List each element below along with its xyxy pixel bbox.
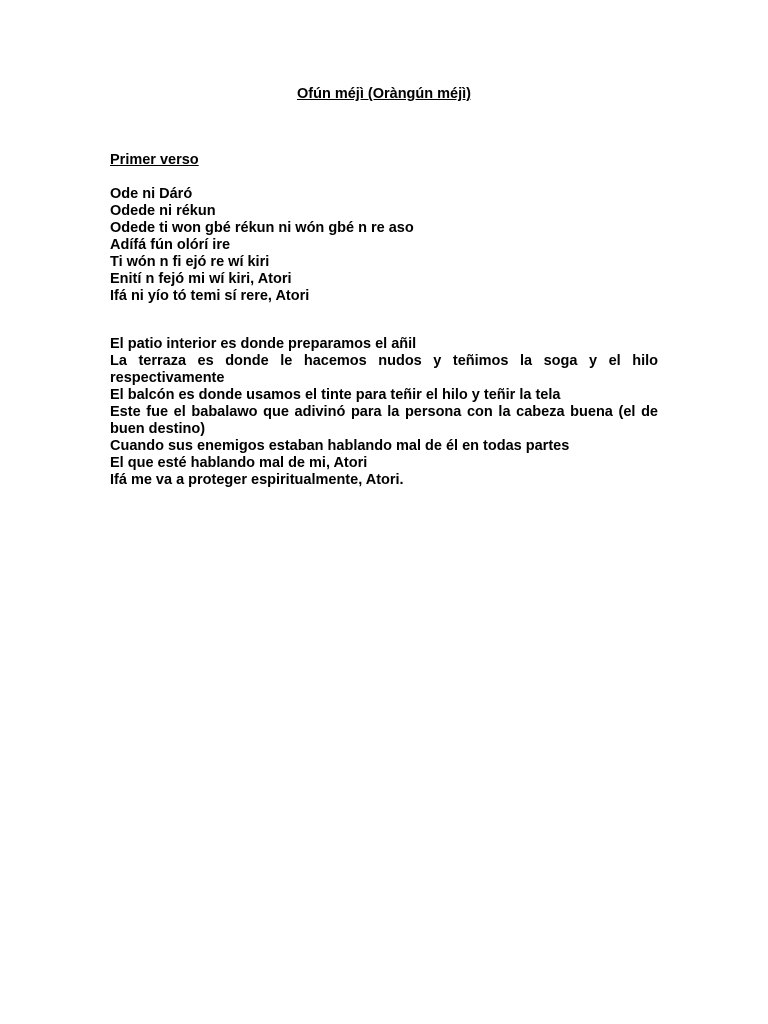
verse-line: Odede ni rékun	[110, 203, 216, 219]
verse-line: Odede ti won gbé rékun ni wón gbé n re aso	[110, 220, 414, 236]
document-title: Ofún méjì (Oràngún méjì)	[296, 86, 471, 102]
verse-line: Adífá fún olórí ire	[110, 237, 231, 253]
section-heading: Primer verso	[110, 152, 199, 168]
translation-line: El balcón es donde usamos el tinte para teñir el hilo y teñir la tela	[110, 387, 561, 403]
verse-line: Ode ni Dáró	[110, 186, 193, 202]
translation-line: Este fue el babalawo que adivinó para la persona con la cabeza buena (el de buen destino)	[110, 404, 658, 437]
translation-line: El patio interior es donde preparamos el añil	[110, 336, 417, 352]
translation-line: La terraza es donde le hacemos nudos y teñimos la soga y el hilo respectivamente	[110, 353, 658, 386]
translation-line: El que esté hablando mal de mi, Atori	[110, 455, 368, 471]
translation-block	[110, 336, 658, 489]
translation-line: Ifá me va a proteger espiritualmente, Atori.	[110, 472, 404, 488]
verse-block	[110, 186, 658, 305]
verse-line: Ti wón n fi ejó re wí kiri	[110, 254, 270, 270]
verse-line: Enití n fejó mi wí kiri, Atori	[110, 271, 292, 287]
translation-line: Cuando sus enemigos estaban hablando mal de él en todas partes	[110, 438, 570, 454]
verse-line: Ifá ni yío tó temi sí rere, Atori	[110, 288, 310, 304]
